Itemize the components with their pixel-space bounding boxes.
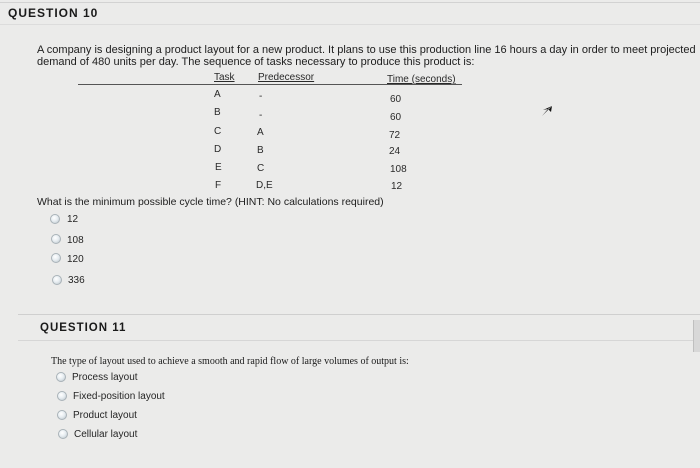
radio-button[interactable] [52, 275, 62, 285]
cell-time: 72 [389, 130, 401, 141]
radio-button[interactable] [57, 391, 67, 401]
radio-button[interactable] [51, 234, 61, 244]
cell-pred: B [257, 145, 264, 156]
header-task: Task [214, 72, 235, 83]
option-label: 108 [67, 235, 84, 246]
option-label: Cellular layout [74, 429, 138, 440]
scrollbar-tab[interactable] [693, 320, 700, 352]
radio-button[interactable] [51, 253, 61, 263]
header-predecessor: Predecessor [258, 72, 315, 83]
cell-time: 108 [390, 164, 407, 175]
q11-title: QUESTION 11 [40, 322, 127, 334]
q10-prompt-line1: A company is designing a product layout for a new product. It plans to use this production line 16 hours a day in order to meet projected [37, 44, 696, 56]
cell-task: A [214, 89, 221, 100]
q10-title-divider [0, 24, 700, 25]
radio-button[interactable] [56, 372, 66, 382]
option-label: Product layout [73, 410, 137, 421]
cell-task: C [214, 126, 222, 137]
cell-task: E [215, 162, 222, 173]
cell-pred: - [259, 91, 263, 102]
option-label: 12 [67, 214, 79, 225]
q11-title-divider [18, 340, 700, 341]
q11-top-divider [18, 314, 700, 315]
header-time: Time (seconds) [387, 74, 456, 85]
q10-title: QUESTION 10 [8, 6, 99, 20]
cell-time: 60 [390, 94, 402, 105]
radio-button[interactable] [57, 410, 67, 420]
cell-pred: C [257, 163, 265, 174]
q10-prompt-line2: demand of 480 units per day. The sequence of tasks necessary to produce this product is: [37, 56, 475, 68]
cell-pred: D,E [256, 180, 273, 191]
cell-pred: - [259, 110, 263, 121]
q10-question: What is the minimum possible cycle time? (HINT: No calculations required) [37, 196, 384, 208]
cell-time: 60 [390, 112, 402, 123]
cell-task: B [214, 107, 221, 118]
mouse-pointer-icon [540, 104, 554, 118]
cell-time: 24 [389, 146, 401, 157]
option-label: Process layout [72, 372, 138, 383]
cell-pred: A [257, 127, 264, 138]
cell-time: 12 [391, 181, 403, 192]
radio-button[interactable] [58, 429, 68, 439]
q11-prompt: The type of layout used to achieve a smooth and rapid flow of large volumes of output is: [51, 356, 409, 367]
option-label: 120 [67, 254, 84, 265]
radio-button[interactable] [50, 214, 60, 224]
option-label: Fixed-position layout [73, 391, 165, 402]
option-label: 336 [68, 275, 85, 286]
cell-task: F [215, 180, 222, 191]
cell-task: D [214, 144, 222, 155]
q10-top-divider [0, 2, 700, 3]
